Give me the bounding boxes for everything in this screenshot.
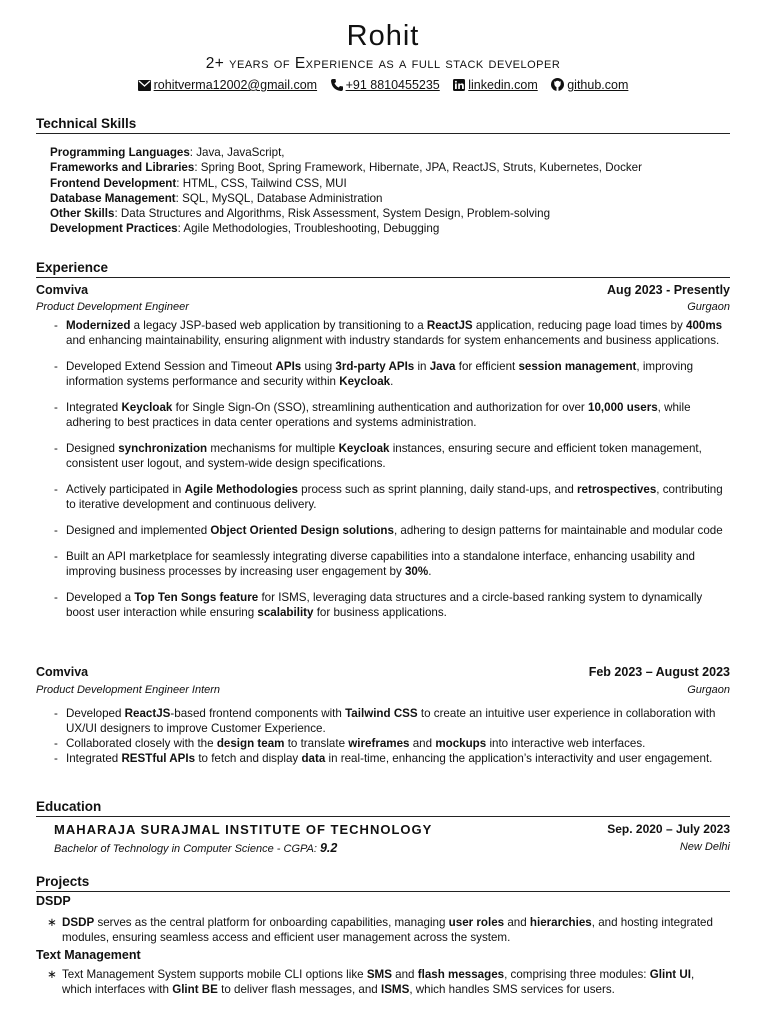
list-item: - Designed and implemented Object Oriented Design solutions, adhering to design patterns for maintainable and modular code xyxy=(50,523,730,538)
project-bullets xyxy=(46,915,726,945)
job-bullets xyxy=(50,318,730,620)
list-item: - Developed ReactJS-based frontend components with Tailwind CSS to create an intuitive user experience in collaboration with UX/UI designers to improve Customer Experience. xyxy=(50,706,730,736)
section-title-projects: Projects xyxy=(36,874,730,892)
education-dates: Sep. 2020 – July 2023 xyxy=(607,822,730,836)
phone-contact[interactable] xyxy=(331,78,444,92)
skill-row: Frontend Development: HTML, CSS, Tailwind CSS, MUI xyxy=(50,176,347,190)
cgpa: 9.2 xyxy=(319,841,338,855)
skill-row: Database Management: SQL, MySQL, Database Administration xyxy=(50,191,383,205)
list-item: - Collaborated closely with the design team to translate wireframes and mockups into interactive web interfaces. xyxy=(50,736,730,751)
section-title-education: Education xyxy=(36,799,730,817)
list-item: - Integrated Keycloak for Single Sign-On (SSO), streamlining authentication and authorization for over 10,000 users, while adhering to best practices in data center operations and systems administration. xyxy=(50,400,730,430)
job-role xyxy=(36,301,730,313)
skill-row: Frameworks and Libraries: Spring Boot, Spring Framework, Hibernate, JPA, ReactJS, Struts, Kubernetes, Docker xyxy=(50,161,642,175)
job-location: Gurgaon xyxy=(687,684,730,696)
project-bullets xyxy=(46,967,726,997)
github-icon xyxy=(551,78,564,91)
list-item: - Actively participated in Agile Methodologies process such as sprint planning, daily stand-ups, and retrospectives, contributing to iterative development and continuous delivery. xyxy=(50,482,730,512)
headline: 2+ years of Experience as a full stack developer xyxy=(205,55,561,72)
linkedin-icon xyxy=(453,79,465,91)
list-item: - Integrated RESTful APIs to fetch and display data in real-time, enhancing the application’s interactivity and user engagement. xyxy=(50,751,730,766)
phone-icon xyxy=(331,79,343,91)
job-dates: Feb 2023 – August 2023 xyxy=(588,665,730,679)
school-name: MAHARAJA SURAJMAL INSTITUTE OF TECHNOLOGY xyxy=(54,822,433,837)
skill-row: Development Practices: Agile Methodologies, Troubleshooting, Debugging xyxy=(50,222,440,236)
contact-bar xyxy=(36,78,730,92)
list-item: ∗ DSDP serves as the central platform for onboarding capabilities, managing user roles and hierarchies, and hosting integrated modules, ensuring seamless access and efficient user management across the system. xyxy=(46,915,726,945)
email-contact[interactable] xyxy=(138,78,321,92)
linkedin-link[interactable]: linkedin.com xyxy=(468,78,538,92)
email-link[interactable]: rohitverma12002@gmail.com xyxy=(153,78,318,92)
school-header xyxy=(54,822,730,837)
job-header xyxy=(36,283,730,297)
job-bullets xyxy=(50,706,730,766)
project-title: Text Management xyxy=(36,948,141,962)
job-dates: Aug 2023 - Presently xyxy=(607,283,730,297)
list-item: - Designed synchronization mechanisms for multiple Keycloak instances, ensuring secure and efficient token management, consistent user logout, and system-wide design specifications. xyxy=(50,441,730,471)
list-item: - Developed Extend Session and Timeout APIs using 3rd-party APIs in Java for efficient session management, improving information systems performance and security within Keycloak. xyxy=(50,359,730,389)
degree: Bachelor of Technology in Computer Science - CGPA: xyxy=(54,843,320,855)
company-name: Comviva xyxy=(36,665,89,679)
education-location: New Delhi xyxy=(679,841,730,853)
job-role xyxy=(36,684,730,696)
section-title-experience: Experience xyxy=(36,260,730,278)
list-item: - Built an API marketplace for seamlessly integrating diverse capabilities into a standalone interface, enhancing usability and improving business processes by increasing user engagement by 30%. xyxy=(50,549,730,579)
envelope-icon xyxy=(138,80,151,91)
skills-list xyxy=(50,145,642,237)
github-link[interactable]: github.com xyxy=(567,78,629,92)
job-header xyxy=(36,665,730,679)
phone-link[interactable]: +91 8810455235 xyxy=(345,78,440,92)
candidate-name: Rohit xyxy=(346,20,420,52)
linkedin-contact[interactable] xyxy=(453,78,541,92)
skill-row: Other Skills: Data Structures and Algorithms, Risk Assessment, System Design, Problem-solving xyxy=(50,207,551,221)
degree-row xyxy=(54,841,730,855)
company-name: Comviva xyxy=(36,283,89,297)
job-location: Gurgaon xyxy=(687,301,730,313)
role-title: Product Development Engineer Intern xyxy=(36,684,221,696)
skill-row: Programming Languages: Java, JavaScript, xyxy=(50,146,285,159)
section-title-skills: Technical Skills xyxy=(36,116,730,134)
list-item: - Modernized a legacy JSP-based web application by transitioning to a ReactJS application, reducing page load times by 400ms and enhancing maintainability, ensuring alignment with industry standards for system enhancements and business applications. xyxy=(50,318,730,348)
list-item: ∗ Text Management System supports mobile CLI options like SMS and flash messages, comprising three modules: Glint UI, which interfaces with Glint BE to deliver flash messages, and ISMS, which handles SMS services for users. xyxy=(46,967,726,997)
list-item: - Developed a Top Ten Songs feature for ISMS, leveraging data structures and a circle-based ranking system to dynamically boost user interaction while ensuring scalability for business applications. xyxy=(50,590,730,620)
project-title: DSDP xyxy=(36,894,71,908)
role-title: Product Development Engineer xyxy=(36,301,189,313)
github-contact[interactable] xyxy=(551,78,628,92)
